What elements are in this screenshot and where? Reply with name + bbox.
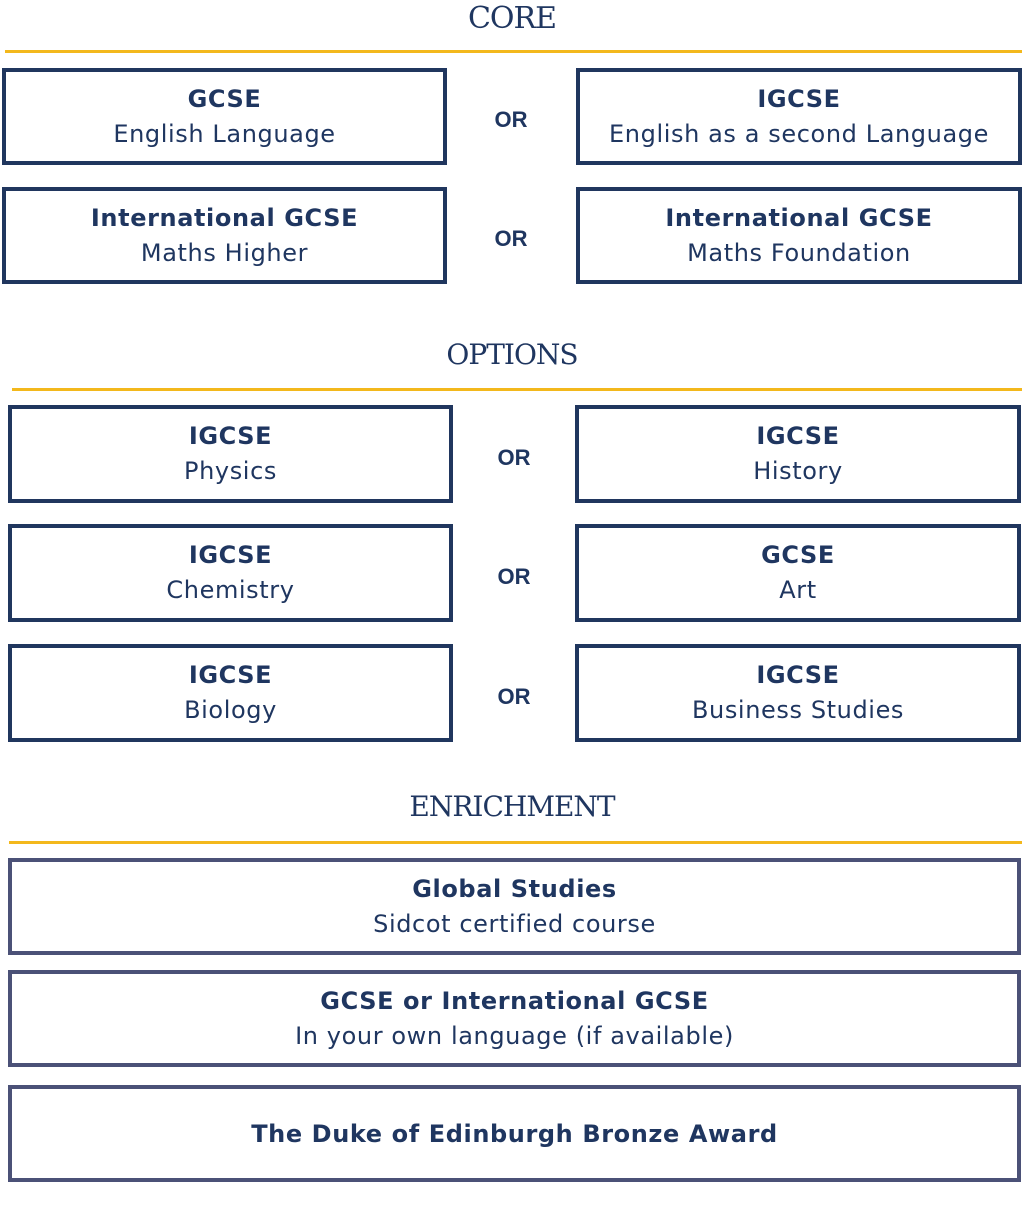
- options-row-3-right-box: [575, 644, 1021, 742]
- options-row-3-left-box: [8, 644, 453, 742]
- enrichment-duke-of-edinburgh-box: [8, 1085, 1021, 1182]
- course-title: IGCSE: [756, 422, 840, 450]
- course-title: The Duke of Edinburgh Bronze Award: [251, 1119, 778, 1148]
- course-subject: Biology: [184, 696, 277, 724]
- options-row-1-left-box: [8, 405, 453, 503]
- course-subject: English as a second Language: [609, 119, 989, 148]
- or-connector: OR: [497, 684, 531, 709]
- course-subject: History: [753, 457, 843, 485]
- course-subject: English Language: [113, 119, 336, 148]
- options-row-2-right-box: [575, 524, 1021, 622]
- options-row-2-left-box: [8, 524, 453, 622]
- or-connector: OR: [497, 564, 531, 589]
- course-title: International GCSE: [90, 203, 359, 232]
- course-title: GCSE: [187, 84, 262, 113]
- enrichment-heading: ENRICHMENT: [409, 790, 615, 823]
- course-title: GCSE: [761, 541, 835, 569]
- course-subject: Maths Foundation: [687, 238, 911, 267]
- course-subject: Physics: [184, 457, 277, 485]
- core-heading: CORE: [467, 1, 557, 36]
- options-row-1-right-box: [575, 405, 1021, 503]
- course-title: IGCSE: [188, 661, 273, 689]
- core-divider: [5, 50, 1022, 53]
- course-title: IGCSE: [757, 84, 841, 113]
- or-connector: OR: [494, 107, 528, 132]
- core-row-2-right-box: [576, 187, 1022, 284]
- enrichment-global-studies-box: [8, 858, 1021, 955]
- options-heading: OPTIONS: [446, 338, 578, 371]
- course-subject: Chemistry: [166, 576, 295, 604]
- or-connector: OR: [497, 445, 531, 470]
- course-subject: Sidcot certified course: [373, 909, 656, 938]
- course-subject: Art: [779, 576, 817, 604]
- course-subject: Maths Higher: [140, 238, 309, 267]
- course-title: Global Studies: [412, 874, 617, 903]
- core-row-2-left-box: [2, 187, 447, 284]
- or-connector: OR: [494, 226, 528, 251]
- course-subject: In your own language (if available): [295, 1021, 734, 1050]
- options-divider: [12, 388, 1022, 391]
- course-title: IGCSE: [756, 661, 840, 689]
- core-row-1-left-box: [2, 68, 447, 165]
- course-title: IGCSE: [188, 541, 273, 569]
- course-title: International GCSE: [665, 203, 933, 232]
- course-title: IGCSE: [188, 422, 273, 450]
- course-title: GCSE or International GCSE: [320, 986, 709, 1015]
- core-row-1-right-box: [576, 68, 1022, 165]
- enrichment-own-language-box: [8, 970, 1021, 1067]
- course-subject: Business Studies: [691, 696, 905, 724]
- enrichment-divider: [9, 841, 1022, 844]
